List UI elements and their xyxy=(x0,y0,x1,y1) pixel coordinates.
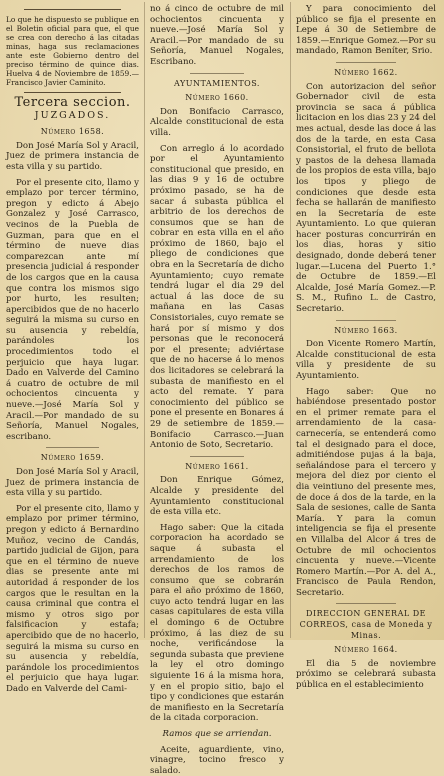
italic-heading: Ramos que se arriendan. xyxy=(162,729,272,739)
column-rule xyxy=(144,2,145,638)
paragraph: Por el presente cito, llamo y emplazo por tercer término, pregon y edicto á Abejo Gonzalez y José Carrasco, vecinos de la Puebla de Guzman, para que en el término de nueve dias comparezcan ante mí presencia judicial á responder de los cargos que en la causa que contra los mismos sigo por hurto, les resulten; apercibidos que de no hacerlo seguirá la misma su curso en su ausencia y rebeldía, parándoles los procedimientos todo el perjuicio que haya lugar. Dado en Valverde del Camino á cuatro de octubre de mil ochocientos cincuenta y nueve.—José María Sol y Aracil.—Por mandado de su Señoría, Manuel Nogales, escribano. xyxy=(6,177,139,442)
divider xyxy=(190,73,244,74)
paragraph: Con autorizacion del señor Gobernador civil de esta provincia se saca á pública licitacion en los dias 23 y 24 del mes actual, desde las doce á las dos de la tarde, en esta Casa Consistorial, el fruto de bellota y pastos de la dehesa llamada de los propios de esta villa, bajo los tipos y pliego de condiciones que desde esta fecha se hallarán de manifiesto en la Secretaría de este Ayuntamiento. Lo que quieran hacer posturas concurrirán en los dias, horas y sitio designado, donde deberá tener lugar.—Lucena del Puerto 1.° de Octubre de 1859.—El Alcalde, José María Gomez.—P. S. M., Rufino L. de Castro, Secretario. xyxy=(296,81,437,315)
paragraph: Don Vicente Romero Martín, Alcalde constitucional de esta villa y presidente de su Ayuntamiento. xyxy=(296,339,436,381)
paragraph: Don José María Sol y Aracil, Juez de primera instancia de esta villa y su partido. xyxy=(6,467,139,499)
column-1 xyxy=(6,4,139,694)
paragraph: Aceite, aguardiente, vino, vinagre, tocino fresco y salado. xyxy=(150,744,284,776)
paragraph: Y para conocimiento del público se fija el presente en Lepe á 30 de Setiembre de 1859.—Enrique Gomez.—Por su mandado, Ramon Beníter, Srio. xyxy=(296,4,436,57)
paragraph: Hago saber: Que la citada corporacion ha acordado se saque á subasta el arrendamiento de los derechos de los ramos de consumo que se cobrarán para el año próximo de 1860, cuyo acto tendrá lugar en las casas capitulares de esta villa el domingo 6 de Octubre próximo, á las diez de su noche, verificándose la segunda subasta que previene la ley el otro domingo siguiente 16 á la misma hora, y en el propio sitio, bajo el tipo y condiciones que estarán de manifiesto en la Secretaría de la citada corporacion. xyxy=(150,522,284,724)
notice-number: Número 1664. xyxy=(334,645,398,655)
section-subtitle: JUZGADOS. xyxy=(34,109,111,121)
section-title: Tercera seccion. xyxy=(14,95,131,110)
section-subtitle: AYUNTAMIENTOS. xyxy=(174,78,260,88)
paragraph: no á cinco de octubre de mil ochocientos cincuenta y nueve.—José María Sol y Aracil.—Por mandado de su Señoría, Manuel Nogales, Escribano. xyxy=(150,4,284,67)
column-rule xyxy=(290,2,291,638)
notice-number: Número 1659. xyxy=(40,453,105,463)
paragraph: El dia 5 de noviembre próximo se celebrará subasta pública en el establecimiento xyxy=(296,658,436,691)
divider xyxy=(190,456,244,457)
notice-text: Lo que he dispuesto se publique en el Boletin oficial para que, el que se crea con derecho á las citadas minas, haga sus reclamaciones ante este Gobierno dentro del preciso término de quince dias. Huelva 4 de Noviembre de 1859.—Francisco Javier Caminito. xyxy=(6,15,139,87)
notice-number: Número 1663. xyxy=(334,325,398,335)
paragraph: Por el presente cito, llamo y emplazo por primer término, pregon y edicto á Bernardino Muñoz, vecino de Candás, partido judicial de Gijon, para que en el término de nueve dias se presente ante mi autoridad á responder de los cargos que le resultan en la causa criminal que contra el mismo y otros sigo por falsificacion y estafa; apercibido que de no hacerlo, seguirá la misma su curso en su ausencia y rebeldía, parándole los procedimientos el perjuicio que haya lugar. Dado en Valverde del Cami- xyxy=(6,503,139,694)
notice-number: Número 1662. xyxy=(334,67,398,77)
notice-number: Número 1660. xyxy=(185,93,249,103)
divider xyxy=(336,62,396,63)
paragraph: Don Enrique Gómez, Alcalde y presidente del Ayuntamiento constitucional de esta villa etc. xyxy=(150,475,284,518)
paragraph: Don José María Sol y Aracil, Juez de primera instancia de esta villa y su partido. xyxy=(6,140,139,172)
notice-number: Número 1661. xyxy=(185,461,249,471)
paragraph: Don Bonifacio Carrasco, Alcalde constitucional de esta villa. xyxy=(150,106,284,138)
column-2 xyxy=(150,4,284,776)
column-3 xyxy=(296,4,437,691)
divider xyxy=(336,603,396,604)
divider xyxy=(336,320,396,321)
section-heading: DIRECCION GENERAL DE CORREOS, casa de Moneda y Minas. xyxy=(299,609,433,640)
paragraph: Con arreglo á lo acordado por el Ayuntamiento constitucional que presido, en las dias 9 y 16 de octubre próximo pasado, se ha de sacar á subasta pública el arbitrio de los derechos de consumos que se han de cobrar en esta villa en el año próximo de 1860, bajo el pliego de condiciones que obra en la Secretaría de dicho Ayuntamiento; cuyo remate tendrá lugar el dia 29 del actual á las doce de su mañana en las Casas Consistoriales, cuyo remate se hará por sí mismo y dos personas que le reconocerá por el presente; adviértase que de no hacerse á lo menos dos licitadores se celebrará la subasta de manifiesto en el acto del remate. Y para conocimiento del público se pone el presente en Bonares á 29 de setiembre de 1859.—Bonifacio Carrasco.—Juan Antonio de Soto, Secretario. xyxy=(150,143,284,451)
divider xyxy=(24,92,121,93)
paragraph: Hago saber: Que no habiéndose presentado postor en el primer remate para el arrendamiento de la casa-carnecería, se entenderá como tal el designado para el doce, admitiéndose pujas á la baja, señalándose para el tercero y mejora del diez por ciento el dia veintiuno del presente mes, de doce á dos de la tarde, en la Sala de sesiones, calle de Santa María. Y para la comun inteligencia se fija el presente en Villalba del Alcor á tres de Octubre de mil ochocientos cincuenta y nueve.—Vicente Romero Martín.—Por A. del A., Francisco de Paula Rendon, Secretario. xyxy=(296,386,436,598)
notice-number: Número 1658. xyxy=(40,127,105,137)
divider xyxy=(24,9,121,10)
divider xyxy=(46,447,99,448)
